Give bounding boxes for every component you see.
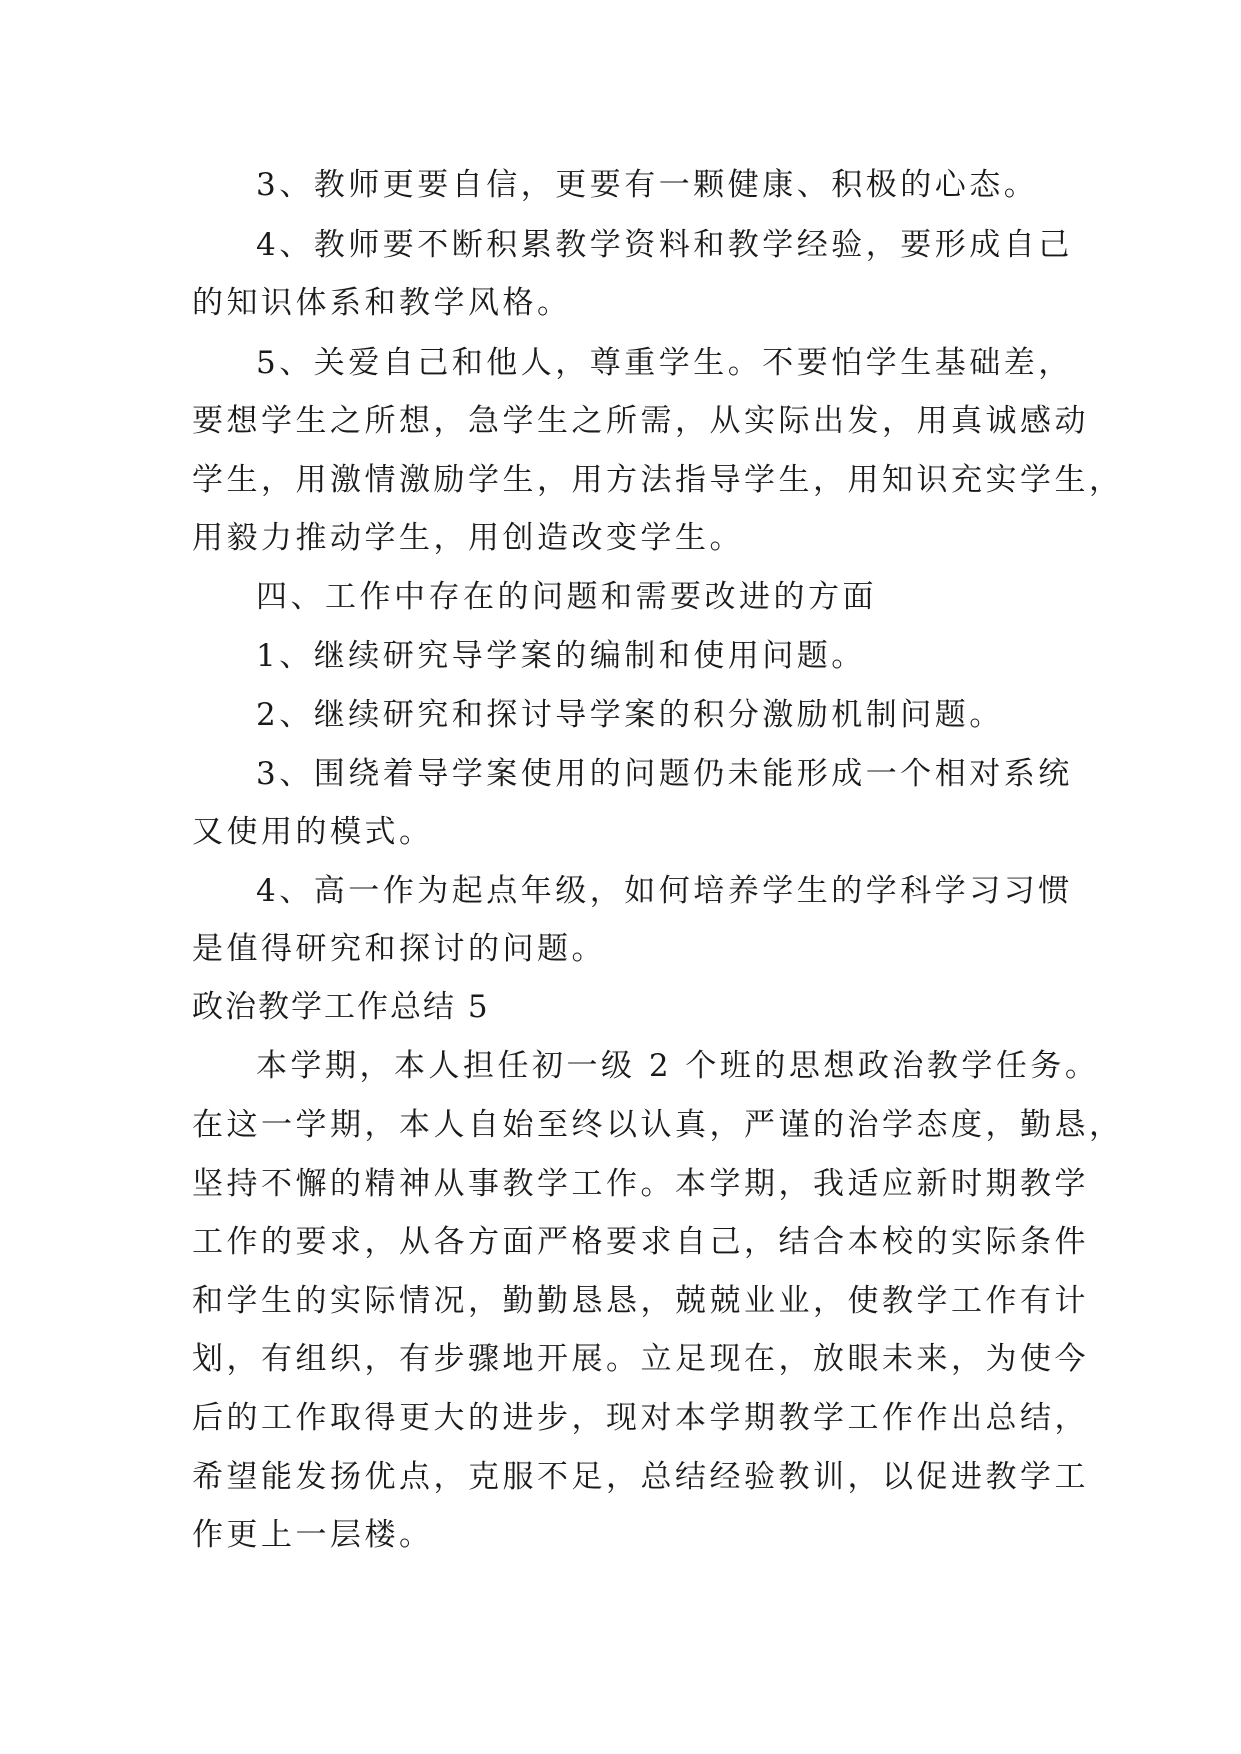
paragraph-line: 的知识体系和教学风格。 bbox=[192, 285, 572, 321]
document-title: 政治教学工作总结 5 bbox=[192, 989, 490, 1025]
paragraph-line: 是值得研究和探讨的问题。 bbox=[192, 931, 606, 967]
paragraph-line: 又使用的模式。 bbox=[192, 814, 434, 850]
paragraph-line: 划，有组织，有步骤地开展。立足现在，放眼未来，为使今 bbox=[192, 1341, 1089, 1377]
paragraph-line: 希望能发扬优点，克服不足，总结经验教训，以促进教学工 bbox=[192, 1459, 1089, 1495]
paragraph-line: 3、教师更要自信，更要有一颗健康、积极的心态。 bbox=[256, 167, 1039, 203]
paragraph-line: 学生，用激情激励学生，用方法指导学生，用知识充实学生， bbox=[192, 462, 1124, 498]
paragraph-line: 3、围绕着导学案使用的问题仍未能形成一个相对系统 bbox=[256, 756, 1073, 792]
paragraph-line: 要想学生之所想，急学生之所需，从实际出发，用真诚感动 bbox=[192, 403, 1089, 439]
paragraph-line: 5、关爱自己和他人，尊重学生。不要怕学生基础差， bbox=[256, 345, 1073, 381]
paragraph-line: 作更上一层楼。 bbox=[192, 1517, 434, 1553]
paragraph-line: 用毅力推动学生，用创造改变学生。 bbox=[192, 520, 744, 556]
paragraph-line: 4、高一作为起点年级，如何培养学生的学科学习习惯 bbox=[256, 873, 1073, 909]
paragraph-line: 工作的要求，从各方面严格要求自己，结合本校的实际条件 bbox=[192, 1224, 1089, 1260]
paragraph-line: 4、教师要不断积累教学资料和教学经验，要形成自己 bbox=[256, 227, 1073, 263]
section-heading: 四、工作中存在的问题和需要改进的方面 bbox=[256, 579, 877, 615]
paragraph-line: 后的工作取得更大的进步，现对本学期教学工作作出总结， bbox=[192, 1400, 1089, 1436]
paragraph-line: 2、继续研究和探讨导学案的积分激励机制问题。 bbox=[256, 697, 1004, 733]
paragraph-line: 本学期，本人担任初一级 2 个班的思想政治教学任务。 bbox=[256, 1048, 1100, 1084]
paragraph-line: 坚持不懈的精神从事教学工作。本学期，我适应新时期教学 bbox=[192, 1166, 1089, 1202]
paragraph-line: 1、继续研究导学案的编制和使用问题。 bbox=[256, 638, 866, 674]
paragraph-line: 在这一学期，本人自始至终以认真，严谨的治学态度，勤恳， bbox=[192, 1107, 1124, 1143]
paragraph-line: 和学生的实际情况，勤勤恳恳，兢兢业业，使教学工作有计 bbox=[192, 1283, 1089, 1319]
